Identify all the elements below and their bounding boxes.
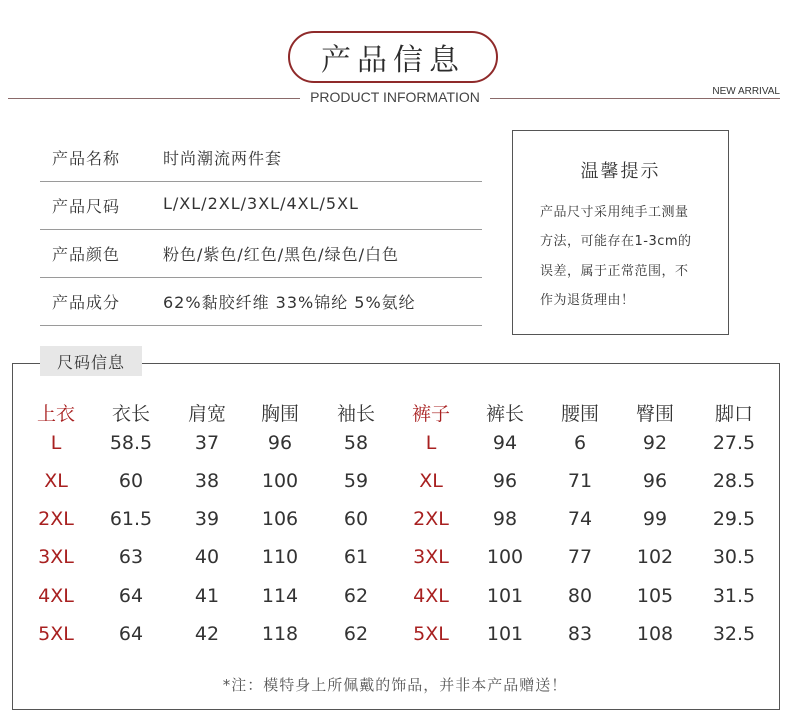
info-row-size bbox=[40, 182, 482, 230]
size-value-cell: 101 bbox=[486, 585, 524, 607]
info-label: 产品名称 bbox=[52, 149, 121, 168]
size-value-cell: 39 bbox=[194, 508, 220, 530]
size-header-cell: 肩宽 bbox=[187, 403, 226, 425]
new-arrival-tag: NEW ARRIVAL bbox=[712, 86, 780, 97]
size-value-cell: 59 bbox=[343, 470, 369, 492]
size-value-cell: 118 bbox=[261, 623, 299, 645]
size-value-cell: 63 bbox=[118, 546, 144, 568]
size-value-cell: 31.5 bbox=[712, 585, 756, 607]
tips-title: 温馨提示 bbox=[580, 161, 661, 182]
size-header-cell: 脚口 bbox=[714, 403, 753, 425]
info-row-color bbox=[40, 230, 482, 278]
size-label-cell: XL bbox=[419, 470, 443, 492]
size-value-cell: 58.5 bbox=[109, 432, 153, 454]
tips-line: 作为退货理由！ bbox=[540, 293, 635, 308]
info-value: 62%黏胶纤维 33%锦纶 5%氨纶 bbox=[163, 293, 416, 312]
size-value-cell: 101 bbox=[486, 623, 524, 645]
size-value-cell: 64 bbox=[118, 585, 144, 607]
row-divider bbox=[40, 325, 482, 326]
footnote: *注：模特身上所佩戴的饰品，并非本产品赠送！ bbox=[222, 676, 568, 694]
size-value-cell: 83 bbox=[567, 623, 593, 645]
size-value-cell: 100 bbox=[486, 546, 524, 568]
page-title-text: 产品信息 bbox=[321, 43, 465, 78]
size-value-cell: 98 bbox=[492, 508, 518, 530]
header-rule-right bbox=[490, 98, 780, 99]
size-section-tag: 尺码信息 bbox=[40, 346, 142, 376]
size-label-cell: L bbox=[425, 432, 437, 454]
size-value-cell: 96 bbox=[642, 470, 668, 492]
size-value-cell: 108 bbox=[636, 623, 674, 645]
info-row-material bbox=[40, 278, 482, 326]
size-label-cell: 3XL bbox=[38, 546, 74, 568]
size-label-cell: 2XL bbox=[413, 508, 449, 530]
tips-line: 误差，属于正常范围，不 bbox=[540, 264, 689, 279]
info-label: 产品尺码 bbox=[52, 197, 121, 216]
size-value-cell: 30.5 bbox=[712, 546, 756, 568]
size-label-cell: L bbox=[50, 432, 62, 454]
size-value-cell: 110 bbox=[261, 546, 299, 568]
size-value-cell: 32.5 bbox=[712, 623, 756, 645]
info-row-name bbox=[40, 134, 482, 182]
size-value-cell: 102 bbox=[636, 546, 674, 568]
size-label-cell: XL bbox=[44, 470, 68, 492]
size-value-cell: 61.5 bbox=[109, 508, 153, 530]
size-value-cell: 61 bbox=[343, 546, 369, 568]
size-value-cell: 64 bbox=[118, 623, 144, 645]
size-value-cell: 80 bbox=[567, 585, 593, 607]
info-label: 产品颜色 bbox=[52, 245, 121, 264]
info-label: 产品成分 bbox=[52, 293, 121, 312]
size-header-cell: 衣长 bbox=[111, 403, 150, 425]
size-value-cell: 92 bbox=[642, 432, 668, 454]
size-header-cell: 上衣 bbox=[36, 403, 75, 425]
size-value-cell: 6 bbox=[573, 432, 587, 454]
size-value-cell: 94 bbox=[492, 432, 518, 454]
size-header-cell: 腰围 bbox=[560, 403, 599, 425]
size-value-cell: 41 bbox=[194, 585, 220, 607]
size-header-cell: 袖长 bbox=[336, 403, 375, 425]
size-value-cell: 58 bbox=[343, 432, 369, 454]
size-value-cell: 27.5 bbox=[712, 432, 756, 454]
size-value-cell: 99 bbox=[642, 508, 668, 530]
size-header-cell: 臀围 bbox=[635, 403, 674, 425]
header-rule-left bbox=[8, 98, 300, 99]
size-label-cell: 2XL bbox=[38, 508, 74, 530]
size-value-cell: 114 bbox=[261, 585, 299, 607]
size-value-cell: 28.5 bbox=[712, 470, 756, 492]
tips-line: 产品尺寸采用纯手工测量 bbox=[540, 205, 689, 220]
size-value-cell: 100 bbox=[261, 470, 299, 492]
tips-line: 方法，可能存在1-3cm的 bbox=[540, 234, 692, 249]
size-value-cell: 77 bbox=[567, 546, 593, 568]
size-value-cell: 42 bbox=[194, 623, 220, 645]
size-label-cell: 4XL bbox=[413, 585, 449, 607]
tips-box bbox=[512, 130, 729, 335]
size-label-cell: 5XL bbox=[38, 623, 74, 645]
size-value-cell: 60 bbox=[343, 508, 369, 530]
size-value-cell: 38 bbox=[194, 470, 220, 492]
info-value: L/XL/2XL/3XL/4XL/5XL bbox=[163, 194, 359, 213]
info-value: 时尚潮流两件套 bbox=[163, 149, 283, 168]
size-value-cell: 62 bbox=[343, 585, 369, 607]
size-header-cell: 裤子 bbox=[411, 403, 450, 425]
size-label-cell: 4XL bbox=[38, 585, 74, 607]
size-value-cell: 96 bbox=[492, 470, 518, 492]
size-value-cell: 105 bbox=[636, 585, 674, 607]
page-subtitle: PRODUCT INFORMATION bbox=[300, 89, 490, 105]
size-label-cell: 5XL bbox=[413, 623, 449, 645]
size-value-cell: 29.5 bbox=[712, 508, 756, 530]
size-value-cell: 40 bbox=[194, 546, 220, 568]
size-value-cell: 60 bbox=[118, 470, 144, 492]
size-header-cell: 胸围 bbox=[260, 403, 299, 425]
size-label-cell: 3XL bbox=[413, 546, 449, 568]
size-value-cell: 74 bbox=[567, 508, 593, 530]
size-value-cell: 96 bbox=[267, 432, 293, 454]
size-value-cell: 71 bbox=[567, 470, 593, 492]
size-header-cell: 裤长 bbox=[485, 403, 524, 425]
size-value-cell: 106 bbox=[261, 508, 299, 530]
page-title bbox=[288, 31, 498, 83]
info-value: 粉色/紫色/红色/黑色/绿色/白色 bbox=[163, 245, 399, 264]
size-value-cell: 37 bbox=[194, 432, 220, 454]
size-value-cell: 62 bbox=[343, 623, 369, 645]
